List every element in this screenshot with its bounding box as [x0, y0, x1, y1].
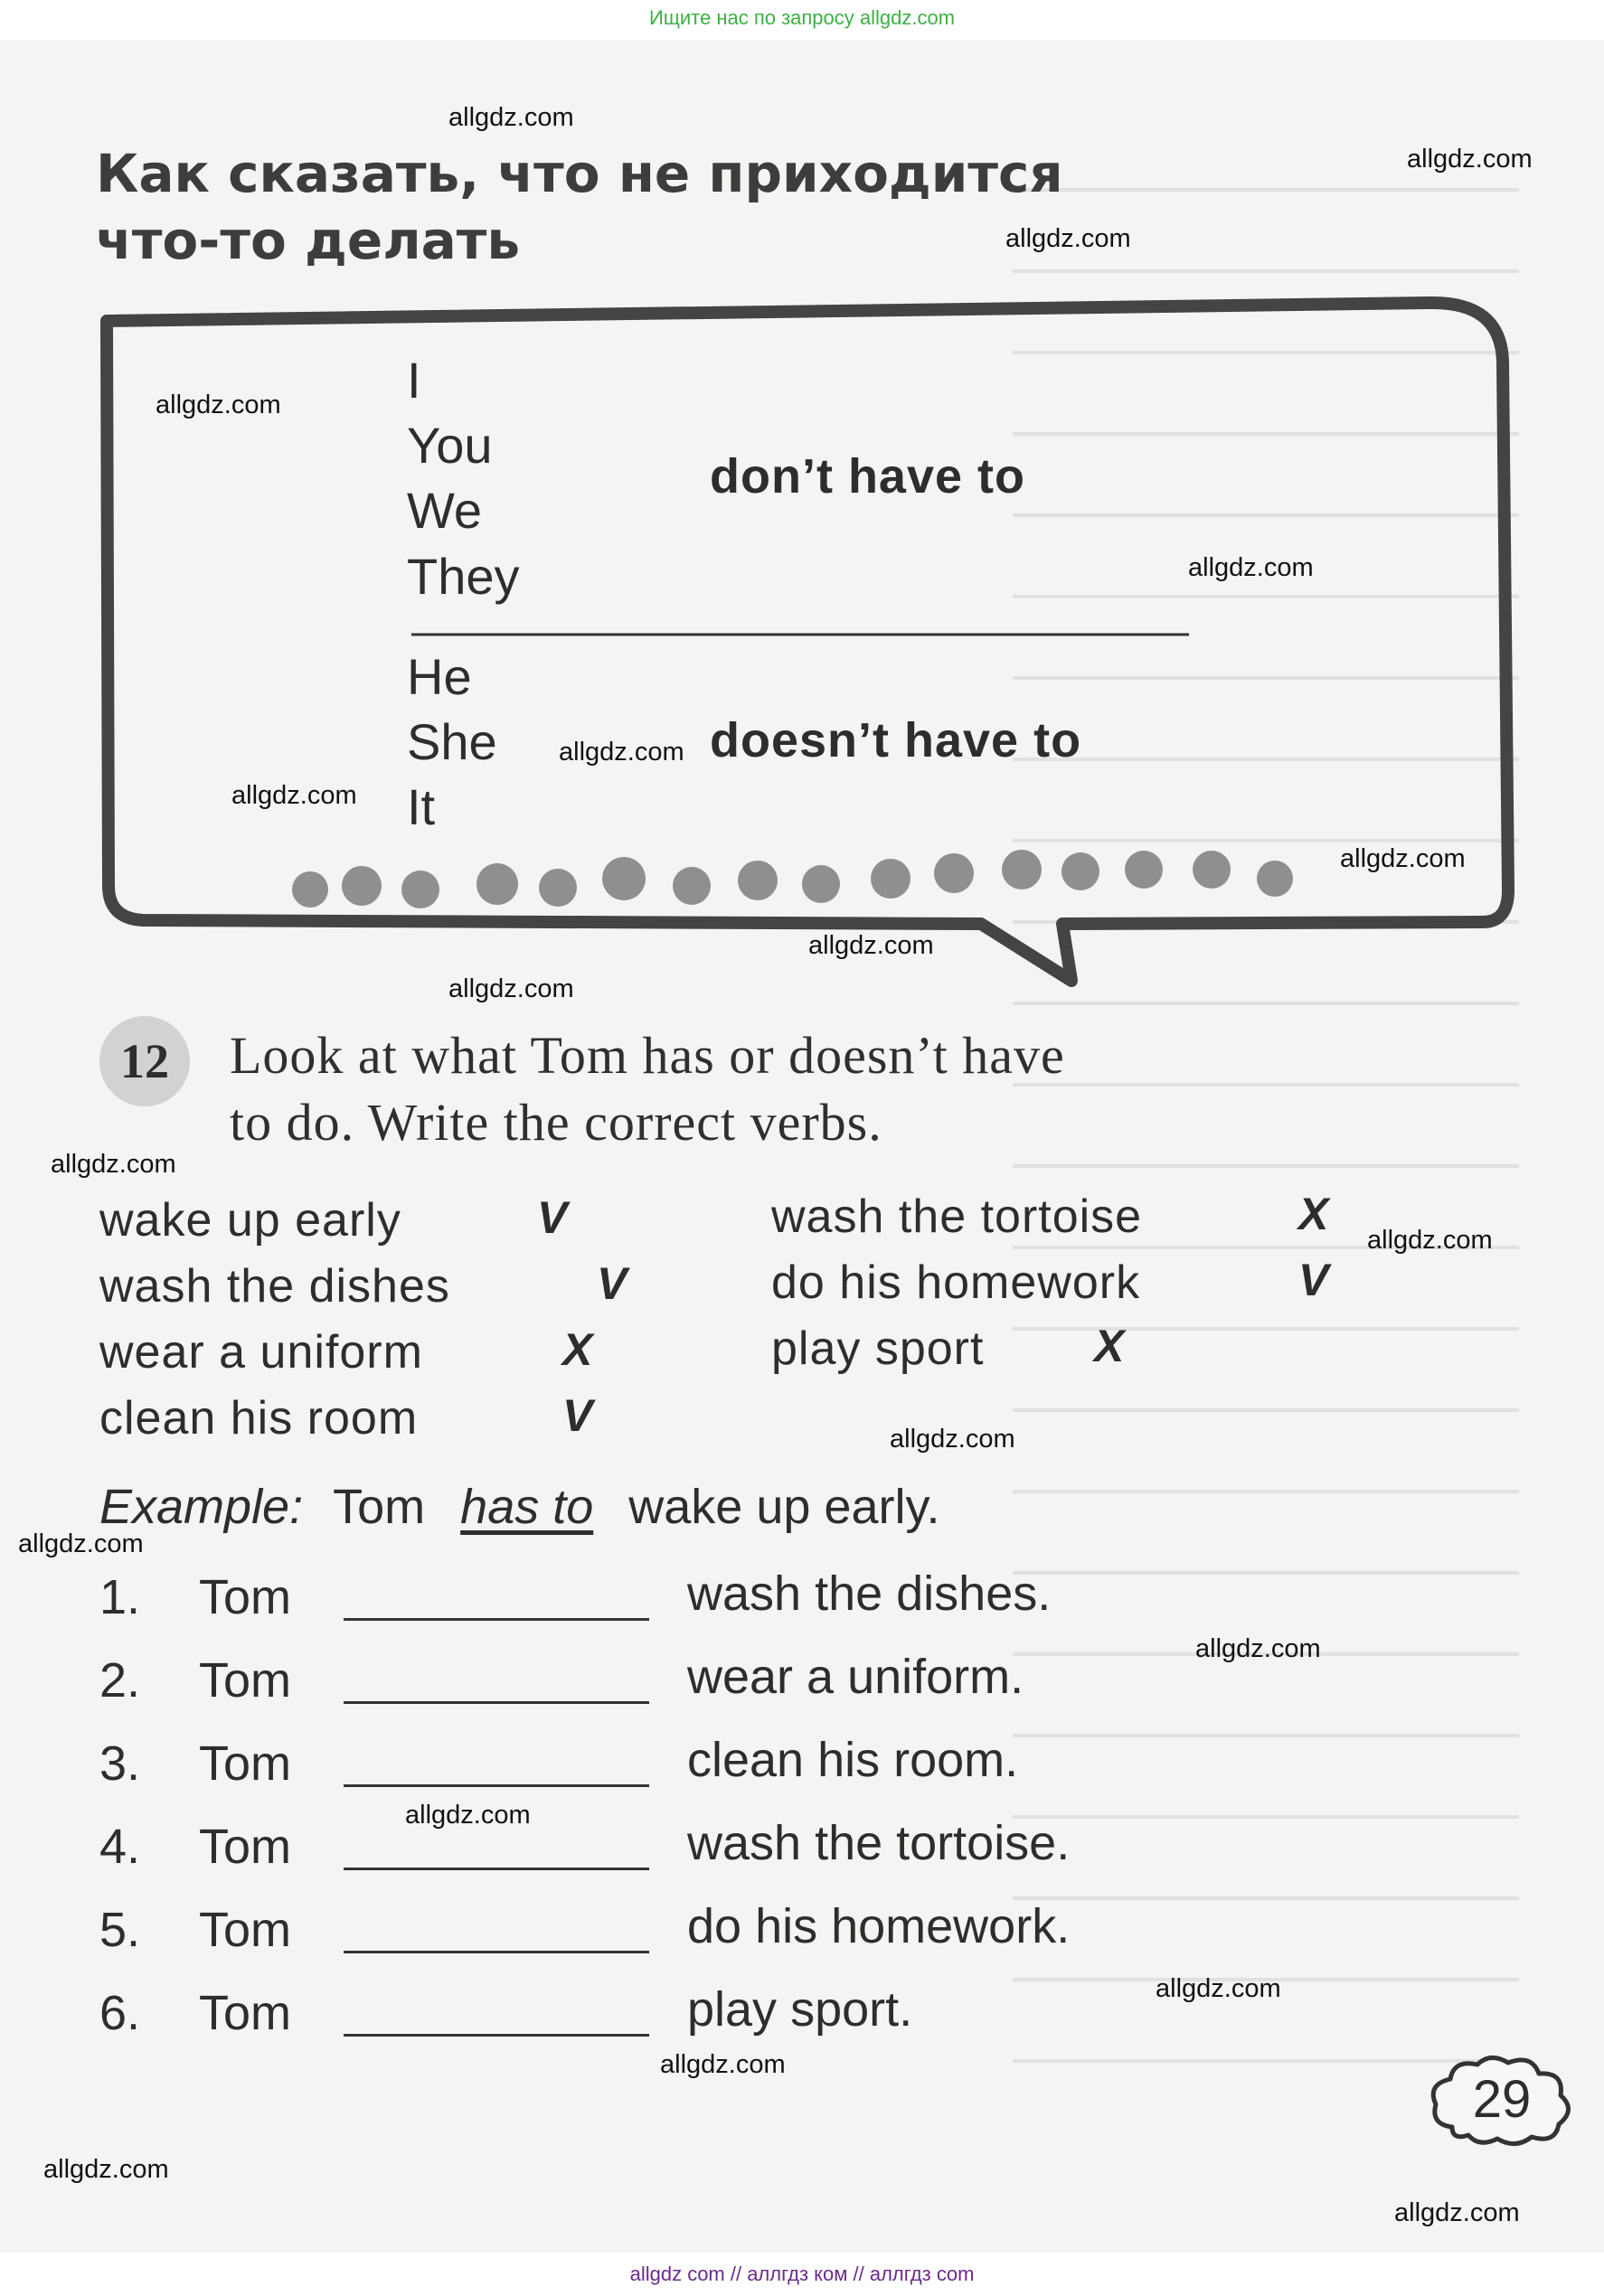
example-label: Example:: [99, 1480, 304, 1534]
watermark: allgdz.com: [1340, 844, 1466, 873]
sentence-rest: wear a uniform.: [687, 1650, 1024, 1704]
check-mark: V: [562, 1390, 593, 1441]
watermark: allgdz.com: [405, 1801, 531, 1830]
sentence-number: 5.: [99, 1903, 141, 1957]
sentence-number: 4.: [99, 1820, 141, 1874]
sentence-subject: Tom: [199, 1736, 292, 1791]
pronoun-she: She: [407, 713, 497, 770]
example-subject: Tom: [333, 1480, 426, 1534]
sentence-subject: Tom: [199, 1820, 292, 1874]
answer-blank-4[interactable]: [344, 1868, 649, 1870]
rule-dont-have-to: don’t have to: [710, 449, 1025, 503]
activity-clean-his-room: clean his room: [99, 1392, 419, 1444]
pronoun-we: We: [407, 482, 482, 539]
activity-wash-the-dishes: wash the dishes: [99, 1260, 450, 1313]
watermark: allgdz.com: [1005, 224, 1131, 253]
sentence-subject: Tom: [199, 1986, 292, 2040]
task-number-badge: 12: [99, 1016, 190, 1106]
watermark: allgdz.com: [448, 974, 574, 1003]
watermark: allgdz.com: [43, 2155, 169, 2184]
answer-blank-2[interactable]: [344, 1701, 649, 1704]
watermark: allgdz.com: [1195, 1634, 1321, 1663]
watermark: allgdz.com: [231, 781, 357, 810]
check-mark: V: [1298, 1255, 1329, 1305]
watermark: allgdz.com: [18, 1529, 144, 1558]
sentence-subject: Tom: [199, 1570, 292, 1624]
top-banner: Ищите нас по запросу allgdz.com: [0, 0, 1604, 40]
bottom-banner: allgdz com // аллгдз ком // аллгдз com: [0, 2253, 1604, 2296]
sentence-rest: wash the dishes.: [687, 1567, 1052, 1621]
watermark: allgdz.com: [559, 738, 684, 767]
sentence-number: 3.: [99, 1736, 141, 1791]
sentence-number: 6.: [99, 1986, 141, 2040]
activity-play-sport: play sport: [771, 1322, 985, 1375]
activity-wear-a-uniform: wear a uniform: [99, 1326, 423, 1379]
answer-blank-5[interactable]: [344, 1951, 649, 1953]
watermark: allgdz.com: [890, 1425, 1015, 1454]
rule-doesnt-have-to: doesn’t have to: [710, 713, 1082, 767]
watermark: allgdz.com: [156, 391, 281, 419]
watermark: allgdz.com: [808, 931, 934, 960]
sentence-number: 2.: [99, 1653, 141, 1708]
page-number: 29: [1472, 2070, 1532, 2129]
check-mark: V: [597, 1258, 627, 1309]
answer-blank-6[interactable]: [344, 2034, 649, 2037]
answer-blank-3[interactable]: [344, 1784, 649, 1787]
example-line: [99, 1479, 939, 1535]
sentence-rest: clean his room.: [687, 1733, 1019, 1787]
watermark: allgdz.com: [1394, 2198, 1520, 2227]
activity-wash-the-tortoise: wash the tortoise: [771, 1190, 1143, 1243]
activity-do-his-homework: do his homework: [771, 1256, 1141, 1309]
pronoun-they: They: [407, 548, 520, 605]
pronoun-he: He: [407, 648, 472, 705]
pronoun-you: You: [407, 417, 493, 474]
sentence-subject: Tom: [199, 1653, 292, 1708]
activity-wake-up-early: wake up early: [99, 1194, 401, 1247]
pronoun-i: I: [407, 352, 421, 409]
task-title-line-2: to do. Write the correct verbs.: [230, 1093, 882, 1152]
watermark: allgdz.com: [448, 103, 574, 132]
cross-mark: X: [1094, 1321, 1125, 1371]
watermark: allgdz.com: [1188, 553, 1314, 582]
watermark: allgdz.com: [1156, 1974, 1281, 2003]
check-mark: V: [537, 1192, 568, 1243]
example-answer: has to: [460, 1480, 594, 1534]
sentence-rest: play sport.: [687, 1982, 913, 2037]
watermark: allgdz.com: [1407, 145, 1533, 174]
heading-line-2: что-то делать: [96, 210, 521, 271]
sentence-subject: Tom: [199, 1903, 292, 1957]
watermark: allgdz.com: [660, 2050, 786, 2079]
sentence-rest: wash the tortoise.: [687, 1816, 1071, 1870]
heading-line-1: Как сказать, что не приходится: [96, 143, 1063, 204]
cross-mark: X: [562, 1324, 593, 1375]
decorative-dots-row: [292, 850, 1293, 908]
sentence-rest: do his homework.: [687, 1899, 1071, 1953]
sentence-number: 1.: [99, 1570, 141, 1624]
watermark: allgdz.com: [1367, 1226, 1493, 1255]
pronoun-it: It: [407, 778, 436, 835]
example-rest: wake up early.: [628, 1480, 940, 1534]
watermark: allgdz.com: [51, 1150, 176, 1179]
answer-blank-1[interactable]: [344, 1618, 649, 1621]
cross-mark: X: [1298, 1189, 1329, 1239]
task-title-line-1: Look at what Tom has or doesn’t have: [230, 1026, 1065, 1085]
